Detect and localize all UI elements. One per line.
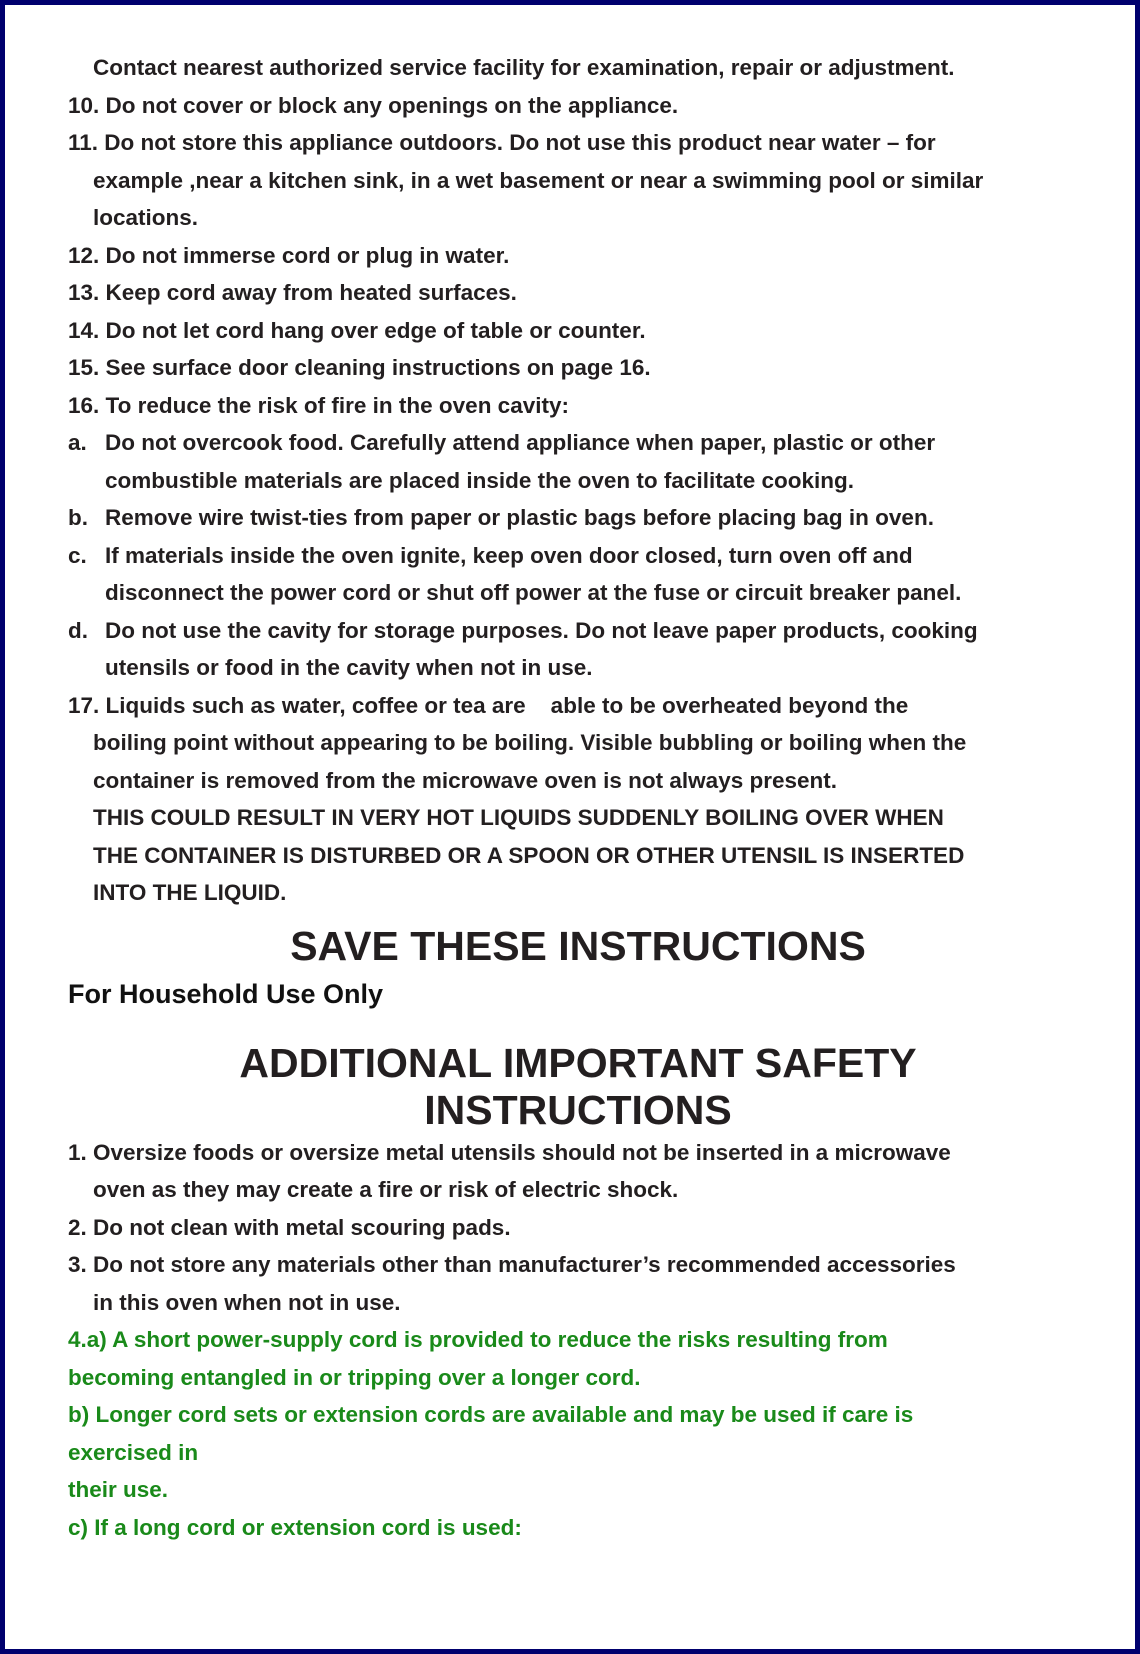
item-17-warning-line-2: THE CONTAINER IS DISTURBED OR A SPOON OR OTHER UTENSIL IS INSERTED [93, 842, 965, 868]
additional-item-2: 2. Do not clean with metal scouring pads. [68, 1214, 511, 1240]
item-9-continuation: Contact nearest authorized service facility for examination, repair or adjustment. [93, 55, 955, 80]
additional-item-4b-line-3: their use. [68, 1477, 169, 1502]
item-12: 12. Do not immerse cord or plug in water. [68, 242, 510, 268]
item-17-line-3: container is removed from the microwave oven is not always present. [93, 767, 837, 793]
document-body [68, 49, 1088, 1546]
item-16c-cont: disconnect the power cord or shut off power at the fuse or circuit breaker panel. [105, 580, 962, 605]
item-11-line-2: example ,near a kitchen sink, in a wet basement or near a swimming pool or similar [93, 167, 984, 193]
additional-item-4a-line-1: 4.a) A short power-supply cord is provided to reduce the risks resulting from [68, 1327, 888, 1352]
item-16d [68, 612, 1088, 650]
sub-text: Remove wire twist-ties from paper or plastic bags before placing bag in oven. [105, 505, 934, 530]
additional-safety-heading-line-2: INSTRUCTIONS [424, 1086, 732, 1133]
sub-text: Do not overcook food. Carefully attend appliance when paper, plastic or other [105, 430, 936, 455]
item-17-warning-line-1: THIS COULD RESULT IN VERY HOT LIQUIDS SUDDENLY BOILING OVER WHEN [93, 805, 944, 830]
sub-text: If materials inside the oven ignite, keep oven door closed, turn oven off and [105, 542, 913, 568]
household-use-label: For Household Use Only [68, 978, 384, 1009]
additional-item-4a-line-2: becoming entangled in or tripping over a longer cord. [68, 1364, 641, 1390]
additional-item-4c: c) If a long cord or extension cord is used: [68, 1514, 522, 1540]
item-16b [68, 499, 1088, 537]
sub-label: a. [68, 430, 87, 455]
item-11-line-3: locations. [93, 205, 199, 230]
item-13: 13. Keep cord away from heated surfaces. [68, 280, 517, 305]
additional-item-3-line-1: 3. Do not store any materials other than manufacturer’s recommended accessories [68, 1252, 956, 1277]
sub-text: Do not use the cavity for storage purposes. Do not leave paper products, cooking [105, 617, 978, 643]
additional-safety-heading-line-1: ADDITIONAL IMPORTANT SAFETY [239, 1039, 917, 1086]
additional-item-4b-line-1: b) Longer cord sets or extension cords are available and may be used if care is [68, 1402, 914, 1427]
item-17-line-2: boiling point without appearing to be boiling. Visible bubbling or boiling when the [93, 730, 967, 755]
item-15: 15. See surface door cleaning instructions on page 16. [68, 355, 651, 380]
item-14: 14. Do not let cord hang over edge of table or counter. [68, 317, 646, 343]
item-16d-cont: utensils or food in the cavity when not in use. [105, 655, 593, 680]
additional-item-4b-line-2: exercised in [68, 1439, 199, 1465]
item-10: 10. Do not cover or block any openings on the appliance. [68, 92, 679, 118]
item-16c [68, 537, 1088, 575]
item-16: 16. To reduce the risk of fire in the oven cavity: [68, 392, 569, 418]
additional-item-1-line-2: oven as they may create a fire or risk of electric shock. [93, 1177, 679, 1202]
sub-label: b. [68, 505, 88, 530]
item-16a [68, 424, 1088, 462]
sub-label: c. [68, 542, 87, 568]
item-11-line-1: 11. Do not store this appliance outdoors. Do not use this product near water – for [68, 130, 936, 155]
item-17-line-1: 17. Liquids such as water, coffee or tea are able to be overheated beyond the [68, 692, 909, 718]
additional-item-3-line-2: in this oven when not in use. [93, 1289, 401, 1315]
item-16a-cont: combustible materials are placed inside the oven to facilitate cooking. [105, 467, 854, 493]
additional-item-1-line-1: 1. Oversize foods or oversize metal utensils should not be inserted in a microwave [68, 1139, 951, 1165]
sub-label: d. [68, 617, 88, 643]
item-17-warning-line-3: INTO THE LIQUID. [93, 880, 287, 905]
save-instructions-heading: SAVE THESE INSTRUCTIONS [290, 922, 866, 969]
